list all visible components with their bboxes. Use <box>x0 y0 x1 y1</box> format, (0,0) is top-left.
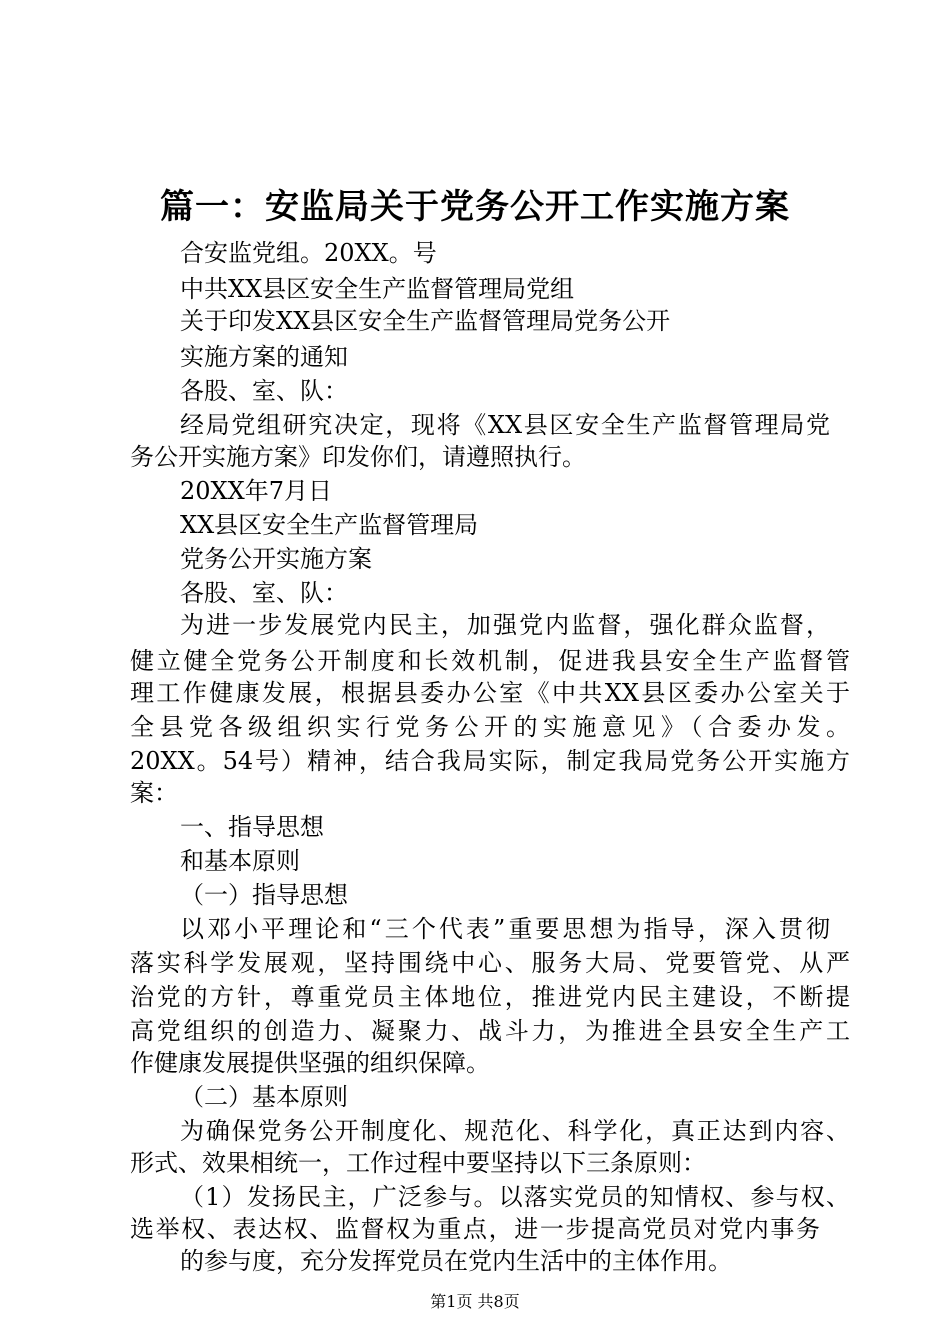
paragraph-line: 健立健全党务公开制度和长效机制，促进我县安全生产监督管 <box>130 647 850 675</box>
doc-number: 合安监党组。20XX。号 <box>180 239 437 267</box>
section-heading: 党务公开实施方案 <box>180 545 372 573</box>
issuer-line: 中共XX县区安全生产监督管理局党组 <box>180 275 575 303</box>
paragraph-line: 案： <box>130 779 178 807</box>
addressee-line: 各股、室、队： <box>180 377 348 405</box>
paragraph-line: 务公开实施方案》印发你们，请遵照执行。 <box>130 443 586 471</box>
addressee-line: 各股、室、队： <box>180 579 348 607</box>
paragraph-line: 的参与度，充分发挥党员在党内生活中的主体作用。 <box>180 1247 732 1275</box>
page-number: 第1页 共8页 <box>430 1292 520 1311</box>
subsection-heading: （二）基本原则 <box>180 1083 348 1111</box>
paragraph-line: （1）发扬民主，广泛参与。以落实党员的知情权、参与权、 <box>180 1183 850 1211</box>
paragraph-line: 选举权、表达权、监督权为重点，进一步提高党员对党内事务 <box>130 1215 820 1243</box>
notice-title-line-2: 实施方案的通知 <box>180 343 348 371</box>
paragraph-line: 经局党组研究决定，现将《XX县区安全生产监督管理局党 <box>180 411 830 439</box>
paragraph-line: 形式、效果相统一，工作过程中要坚持以下三条原则： <box>130 1149 706 1177</box>
date-line: 20XX年7月日 <box>180 477 332 505</box>
paragraph-line: 为确保党务公开制度化、规范化、科学化，真正达到内容、 <box>180 1117 850 1145</box>
document-title: 篇一：安监局关于党务公开工作实施方案 <box>160 187 790 227</box>
paragraph-line: 治党的方针，尊重党员主体地位，推进党内民主建设，不断提 <box>130 983 850 1011</box>
org-signature-line: XX县区安全生产监督管理局 <box>180 511 479 539</box>
paragraph-line: 为进一步发展党内民主，加强党内监督，强化群众监督， <box>180 611 830 639</box>
paragraph-line: 理工作健康发展，根据县委办公室《中共XX县区委办公室关于 <box>130 679 850 707</box>
paragraph-line: 高党组织的创造力、凝聚力、战斗力，为推进全县安全生产工 <box>130 1017 850 1045</box>
paragraph-line: 落实科学发展观，坚持围绕中心、服务大局、党要管党、从严 <box>130 949 850 977</box>
paragraph-line: 全县党各级组织实行党务公开的实施意见》（合委办发。 <box>130 713 850 741</box>
paragraph-line: 20XX。54号）精神，结合我局实际，制定我局党务公开实施方 <box>130 747 850 775</box>
paragraph-line: 作健康发展提供坚强的组织保障。 <box>130 1049 490 1077</box>
section-heading: 一、指导思想 <box>180 813 324 841</box>
subsection-heading: （一）指导思想 <box>180 881 348 909</box>
paragraph-line: 以邓小平理论和“三个代表”重要思想为指导，深入贯彻 <box>180 915 830 943</box>
notice-title-line-1: 关于印发XX县区安全生产监督管理局党务公开 <box>180 307 671 335</box>
section-heading: 和基本原则 <box>180 847 300 875</box>
